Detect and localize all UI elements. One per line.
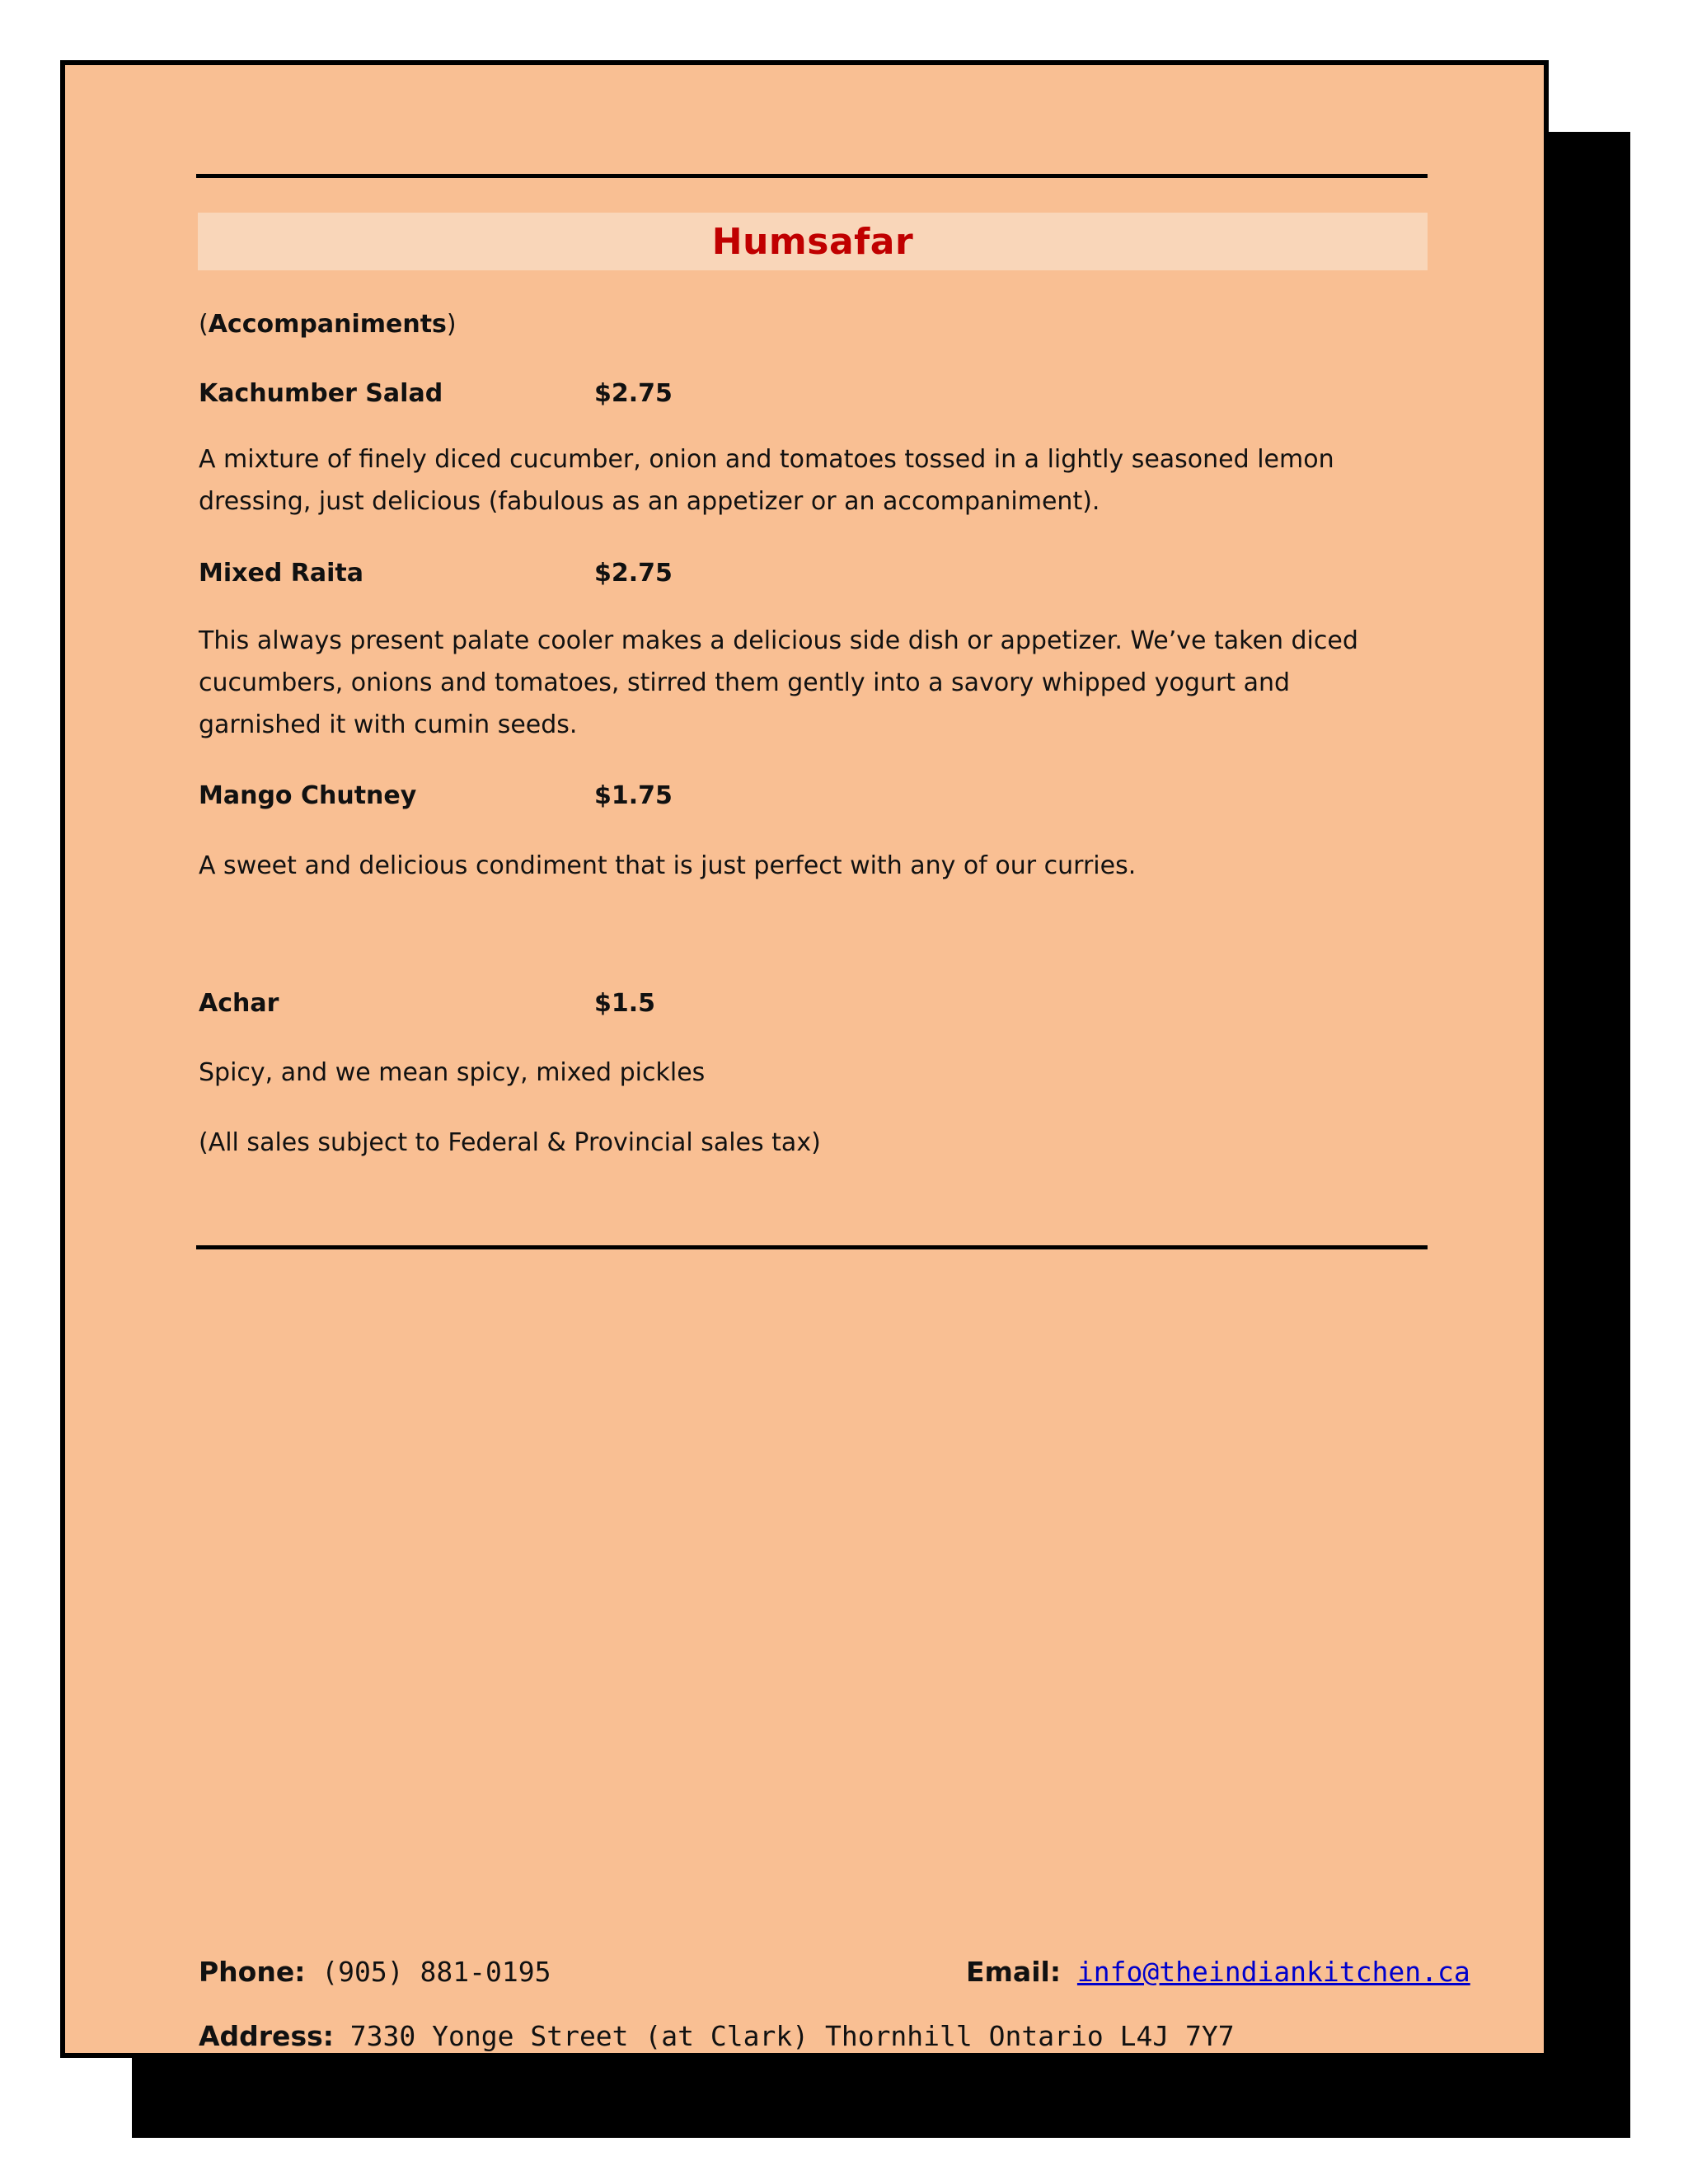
item-description: A mixture of finely diced cucumber, onion and tomatoes tossed in a lightly seasoned lemon dressing, just delicious (fabulous as an appetizer or an accompaniment). — [199, 445, 1334, 516]
email-line — [966, 1952, 1470, 1993]
phone-number: (905) 881-0195 — [321, 1956, 551, 1988]
section-label: Accompaniments — [208, 310, 447, 339]
section-heading — [199, 303, 1418, 345]
phone-line — [199, 1952, 551, 1993]
item-name: Achar — [199, 989, 279, 1018]
tax-note: (All sales subject to Federal & Provincial sales tax) — [199, 1128, 821, 1157]
title-band — [198, 213, 1428, 270]
email-label: Email: — [966, 1956, 1062, 1988]
page-title: Humsafar — [711, 220, 914, 263]
phone-label: Phone: — [199, 1956, 306, 1988]
address-label: Address: — [199, 2020, 334, 2052]
item-name: Kachumber Salad — [199, 379, 443, 408]
address-text: 7330 Yonge Street (at Clark) Thornhill Ontario L4J 7Y7 — [349, 2020, 1235, 2052]
item-price: $2.75 — [594, 379, 673, 408]
section-close-paren: ) — [446, 310, 457, 339]
item-price: $1.5 — [594, 989, 656, 1018]
item-description: Spicy, and we mean spicy, mixed pickles — [199, 1058, 706, 1087]
section-open-paren: ( — [199, 310, 209, 339]
item-price: $1.75 — [594, 781, 673, 810]
top-divider — [196, 174, 1428, 178]
item-name: Mango Chutney — [199, 781, 417, 810]
item-description: A sweet and delicious condiment that is just perfect with any of our curries. — [199, 851, 1137, 880]
item-description: This always present palate cooler makes a delicious side dish or appetizer. We’ve taken diced cucumbers, onions and tomatoes, stirred them gently into a savory whipped yogurt and garnished it with cumin seeds. — [199, 626, 1358, 739]
item-name: Mixed Raita — [199, 559, 363, 588]
bottom-divider — [196, 1245, 1428, 1249]
item-price: $2.75 — [594, 559, 673, 588]
address-line — [199, 2016, 1235, 2057]
email-link[interactable]: info@theindiankitchen.ca — [1076, 1956, 1470, 1988]
